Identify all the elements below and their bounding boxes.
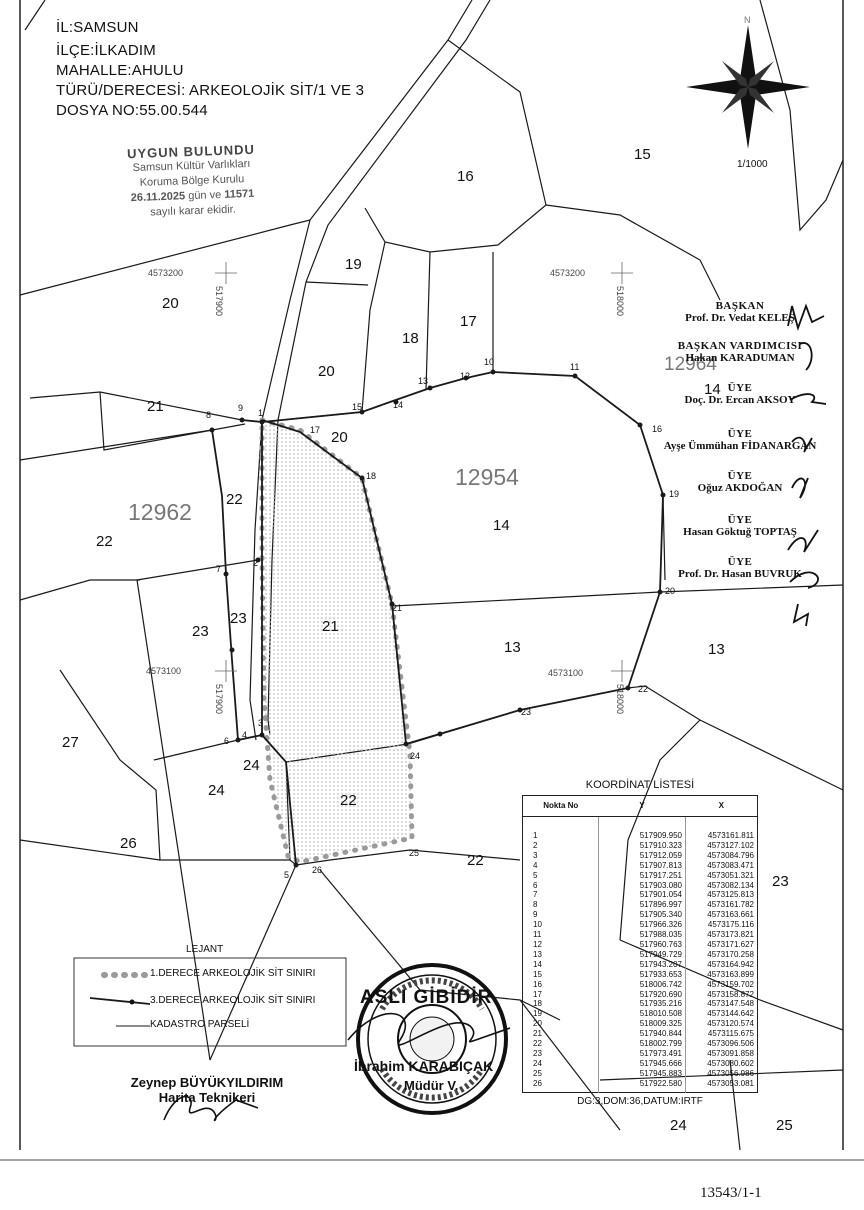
coordinate-y: 518009.325: [599, 1019, 686, 1029]
coordinate-x: 4573125.813: [686, 890, 758, 900]
parcel-label: 13: [708, 641, 725, 658]
legend-title: LEJANT: [186, 944, 224, 955]
point-label: 4: [242, 730, 248, 740]
coordinate-row: [523, 999, 758, 1009]
stamp-gun: gün ve: [184, 188, 225, 203]
coordinate-y: 517909.950: [599, 817, 686, 841]
coordinate-y: 517901.054: [599, 890, 686, 900]
committee-member: [640, 340, 840, 364]
point-label: 25: [409, 848, 420, 858]
grid-y-bottom-left: 4573100: [146, 666, 182, 676]
coordinate-x: 4573170.258: [686, 950, 758, 960]
coordinate-row: [523, 990, 758, 1000]
preparer-name: Zeynep BÜYÜKYILDIRIM: [130, 1075, 284, 1090]
parcel-label: 23: [772, 873, 789, 890]
parcel-label: 19: [345, 256, 362, 273]
coordinate-row: [523, 1019, 758, 1029]
coordinate-x: 4573053.081: [686, 1079, 758, 1092]
coordinate-x: 4573084.796: [686, 851, 758, 861]
coordinate-table: [522, 795, 758, 1093]
point-label: 10: [484, 357, 495, 367]
header-mahalle: MAHALLE:AHULU: [56, 62, 184, 79]
coordinate-row: [523, 1009, 758, 1019]
committee-name: Oğuz AKDOĞAN: [697, 482, 783, 494]
coordinate-y: 517922.580: [599, 1079, 686, 1092]
parcel-label: 15: [634, 146, 651, 163]
coordinate-row: [523, 930, 758, 940]
parcel-label: 25: [776, 1117, 793, 1134]
committee-member: [640, 514, 840, 538]
point-label: 23: [521, 707, 532, 717]
coordinate-row: [523, 950, 758, 960]
coordinate-y: 517903.080: [599, 881, 686, 891]
svg-text:N: N: [744, 15, 751, 25]
point-label: 15: [352, 402, 363, 412]
legend-item-first-degree: 1.DERECE ARKEOLOJİK SİT SINIRI: [150, 968, 316, 979]
point-label: 16: [652, 424, 663, 434]
coordinate-row: [523, 851, 758, 861]
approval-stamp: [91, 141, 293, 223]
coordinate-x: 4573144.642: [686, 1009, 758, 1019]
coordinate-y: 517917.251: [599, 871, 686, 881]
coordinate-x: 4573056.986: [686, 1069, 758, 1079]
committee-title: ÜYE: [727, 382, 753, 394]
coordinate-x: 4573164.942: [686, 960, 758, 970]
committee-name: Hasan Göktuğ TOPTAŞ: [683, 526, 797, 538]
coordinate-row: [523, 1049, 758, 1059]
stamp-line: sayılı karar ekidir.: [150, 203, 237, 219]
point-label: 11: [570, 362, 580, 372]
coordinate-row: [523, 871, 758, 881]
coordinate-point-no: 16: [533, 979, 542, 989]
legend-item-cadastral: KADASTRO PARSELİ: [150, 1019, 250, 1030]
coordinate-y: 517933.653: [599, 970, 686, 980]
coordinate-point-no: 1: [533, 831, 538, 840]
coordinate-point-no: 8: [533, 900, 538, 910]
coordinate-point-no: 25: [533, 1068, 542, 1078]
stamp-line: Samsun Kültür Varlıkları: [132, 157, 251, 175]
coordinate-point-no: 5: [533, 870, 538, 880]
parcel-label: 20: [331, 429, 348, 446]
coordinate-x: 4573163.661: [686, 910, 758, 920]
point-label: 21: [392, 603, 403, 613]
coordinate-y: 517905.340: [599, 910, 686, 920]
committee-title: ÜYE: [727, 470, 753, 482]
parcel-label: 16: [457, 168, 474, 185]
coordinate-point-no: 10: [533, 920, 542, 930]
parcel-label: 21: [147, 398, 164, 415]
coordinate-x: 4573161.811: [686, 817, 758, 841]
block-label: 12954: [455, 464, 519, 490]
coordinate-y: 517907.813: [599, 861, 686, 871]
committee-name: Prof. Dr. Vedat KELEŞ: [685, 312, 795, 324]
committee-name: Hakan KARADUMAN: [685, 352, 795, 364]
coordinate-point-no: 12: [533, 939, 542, 949]
coordinate-x: 4573051.321: [686, 871, 758, 881]
coordinate-title: KOORDİNAT LİSTESİ: [585, 779, 695, 791]
coordinate-x: 4573163.899: [686, 970, 758, 980]
coordinate-point-no: 4: [533, 860, 538, 870]
coordinate-x: 4573147.548: [686, 999, 758, 1009]
point-label: 20: [665, 586, 676, 596]
point-label: 22: [638, 684, 649, 694]
coordinate-row: [523, 890, 758, 900]
coordinate-y: 518006.742: [599, 980, 686, 990]
coordinate-point-no: 15: [533, 969, 542, 979]
parcel-label: 26: [120, 835, 137, 852]
committee-title: ÜYE: [727, 428, 753, 440]
coordinate-x: 4573175.116: [686, 920, 758, 930]
point-label: 1: [258, 408, 264, 418]
parcel-label: 22: [226, 491, 243, 508]
coordinate-y: 517910.323: [599, 841, 686, 851]
coordinate-row: [523, 960, 758, 970]
page-number: 13543/1-1: [700, 1185, 762, 1201]
coordinate-point-no: 23: [533, 1048, 542, 1058]
point-label: 5: [284, 870, 290, 880]
parcel-label: 17: [460, 313, 477, 330]
parcel-label: 13: [504, 639, 521, 656]
coordinate-y: 517912.059: [599, 851, 686, 861]
point-label: 18: [366, 471, 377, 481]
coordinate-point-no: 11: [533, 930, 542, 940]
coordinate-row: [523, 861, 758, 871]
grid-y-top-right: 4573200: [550, 268, 586, 278]
datum-label: DG:3,DOM:36,DATUM:IRTF: [577, 1095, 703, 1107]
grid-y-top-left: 4573200: [148, 268, 184, 278]
coordinate-y: 517966.326: [599, 920, 686, 930]
grid-x-left-bottom: 517900: [214, 684, 224, 715]
parcel-label: 24: [670, 1117, 687, 1134]
coordinate-point-no: 3: [533, 850, 538, 860]
coordinate-y: 518002.799: [599, 1039, 686, 1049]
committee-member: [640, 470, 840, 494]
first-degree-site-area: [262, 420, 412, 862]
committee-name: Prof. Dr. Hasan BUVRUK: [678, 568, 802, 580]
coordinate-y: 517949.729: [599, 950, 686, 960]
coordinate-x: 4573161.782: [686, 900, 758, 910]
coordinate-y: 517943.207: [599, 960, 686, 970]
coordinate-point-no: 13: [533, 949, 542, 959]
coordinate-row: [523, 940, 758, 950]
committee-member: [640, 556, 840, 580]
point-label: 17: [310, 425, 321, 435]
parcel-label: 23: [230, 610, 247, 627]
coordinate-x: 4573173.821: [686, 930, 758, 940]
coordinate-point-no: 2: [533, 840, 538, 850]
coordinate-x: 4573082.134: [686, 881, 758, 891]
coordinate-y: 517935.216: [599, 999, 686, 1009]
coordinate-y: 517973.491: [599, 1049, 686, 1059]
committee-name: Doç. Dr. Ercan AKSOY: [684, 394, 796, 406]
coordinate-point-no: 22: [533, 1039, 542, 1049]
parcel-label: 27: [62, 734, 79, 751]
parcel-label: 22: [96, 533, 113, 550]
coordinate-row: [523, 900, 758, 910]
coordinate-point-no: 24: [533, 1058, 542, 1068]
grid-y-bottom-right: 4573100: [548, 668, 584, 678]
coord-header-x: X: [686, 796, 758, 817]
parcel-label: 14: [493, 517, 510, 534]
parcel-label: 20: [318, 363, 335, 380]
parcel-label: 24: [243, 757, 260, 774]
coordinate-point-no: 19: [533, 1009, 542, 1019]
coordinate-x: 4573159.702: [686, 980, 758, 990]
grid-x-right-top: 518000: [615, 286, 625, 317]
coordinate-x: 4573171.627: [686, 940, 758, 950]
scale-label: 1/1000: [737, 159, 768, 170]
coordinate-list: [522, 779, 758, 1107]
coordinate-x: 4573083.471: [686, 861, 758, 871]
committee-member: [640, 382, 840, 406]
coordinate-x: 4573091.858: [686, 1049, 758, 1059]
coordinate-y: 517960.763: [599, 940, 686, 950]
coordinate-point-no: 26: [533, 1078, 542, 1088]
coordinate-x: 4573158.872: [686, 990, 758, 1000]
coordinate-y: 517940.844: [599, 1029, 686, 1039]
coordinate-row: [523, 1079, 758, 1092]
committee-title: BAŞKAN: [715, 300, 765, 312]
grid-x-right-bottom: 518000: [615, 684, 625, 715]
coordinate-x: 4573080.602: [686, 1059, 758, 1069]
certified-copy-stamp: ASLI GİBİDİR: [360, 987, 493, 1008]
point-label: 6: [224, 736, 230, 746]
point-label: 19: [669, 489, 680, 499]
coordinate-x: 4573127.102: [686, 841, 758, 851]
coord-header-no: Nokta No: [523, 796, 599, 817]
point-label: 13: [418, 376, 429, 386]
parcel-label: 22: [340, 792, 357, 809]
grid-x-left-top: 517900: [214, 286, 224, 317]
coordinate-row: [523, 1029, 758, 1039]
coordinate-point-no: 7: [533, 890, 538, 900]
parcel-label: 22: [467, 852, 484, 869]
header-ilce: İLÇE:İLKADIM: [56, 42, 156, 59]
parcel-label: 18: [402, 330, 419, 347]
coord-header-y: Y: [599, 796, 686, 817]
point-label: 14: [393, 400, 404, 410]
coordinate-x: 4573115.675: [686, 1029, 758, 1039]
coordinate-point-no: 20: [533, 1019, 542, 1029]
committee-member: [640, 428, 840, 452]
coordinate-y: 517945.666: [599, 1059, 686, 1069]
coordinate-y: 518010.508: [599, 1009, 686, 1019]
header-turu: TÜRÜ/DERECESİ: ARKEOLOJİK SİT/1 VE 3: [56, 82, 365, 99]
coordinate-point-no: 14: [533, 959, 542, 969]
parcel-label: 23: [192, 623, 209, 640]
certifier-title: Müdür V.: [404, 1078, 459, 1093]
coordinate-x: 4573120.574: [686, 1019, 758, 1029]
stamp-line: Koruma Bölge Kurulu: [139, 173, 245, 189]
point-label: 7: [216, 564, 222, 574]
coordinate-x: 4573096.506: [686, 1039, 758, 1049]
point-label: 9: [238, 403, 244, 413]
coordinate-point-no: 18: [533, 999, 542, 1009]
stamp-line: UYGUN BULUNDU: [126, 141, 256, 162]
coordinate-row: [523, 1059, 758, 1069]
header-dosya: DOSYA NO:55.00.544: [56, 102, 208, 119]
coordinate-row: [523, 817, 758, 841]
coordinate-y: 517896.997: [599, 900, 686, 910]
header-il: İL:SAMSUN: [56, 19, 139, 36]
block-label: 12962: [128, 499, 192, 525]
coordinate-row: [523, 881, 758, 891]
coordinate-y: 517945.883: [599, 1069, 686, 1079]
point-label: 2: [253, 558, 259, 568]
parcel-label: 20: [162, 295, 179, 312]
committee-name: Ayşe Ümmühan FİDANARGAN: [663, 440, 817, 452]
coordinate-row: [523, 1069, 758, 1079]
coordinate-y: 517988.035: [599, 930, 686, 940]
preparer-block: [122, 1075, 292, 1105]
parcel-label: 24: [208, 782, 225, 799]
point-label: 26: [312, 865, 323, 875]
coordinate-point-no: 9: [533, 910, 538, 920]
legend-item-third-degree: 3.DERECE ARKEOLOJİK SİT SINIRI: [150, 995, 316, 1006]
point-label: 8: [206, 410, 212, 420]
coordinate-row: [523, 910, 758, 920]
committee-title: BAŞKAN VARDIMCISI: [677, 340, 803, 352]
parcel-label: 14: [704, 381, 721, 398]
point-label: 12: [460, 371, 471, 381]
point-label: 24: [410, 751, 421, 761]
point-label: 3: [258, 718, 264, 728]
committee-title: ÜYE: [727, 514, 753, 526]
coordinate-row: [523, 920, 758, 930]
committee-title: ÜYE: [727, 556, 753, 568]
coordinate-point-no: 17: [533, 989, 542, 999]
committee-member: [640, 300, 840, 324]
preparer-title: Harita Teknikeri: [158, 1090, 256, 1105]
stamp-number: 11571: [224, 187, 255, 201]
coordinate-point-no: 6: [533, 880, 538, 890]
stamp-date: 26.11.2025: [130, 190, 186, 205]
certifier-name: İbrahim KARABIÇAK: [354, 1058, 494, 1074]
legend-sample-third-degree: [90, 998, 150, 1004]
coordinate-row: [523, 1039, 758, 1049]
coordinate-row: [523, 970, 758, 980]
block-label: 12964: [664, 354, 717, 375]
coordinate-row: [523, 841, 758, 851]
coordinate-y: 517920.690: [599, 990, 686, 1000]
parcel-label: 21: [322, 618, 339, 635]
coordinate-row: [523, 980, 758, 990]
coordinate-point-no: 21: [533, 1029, 542, 1039]
